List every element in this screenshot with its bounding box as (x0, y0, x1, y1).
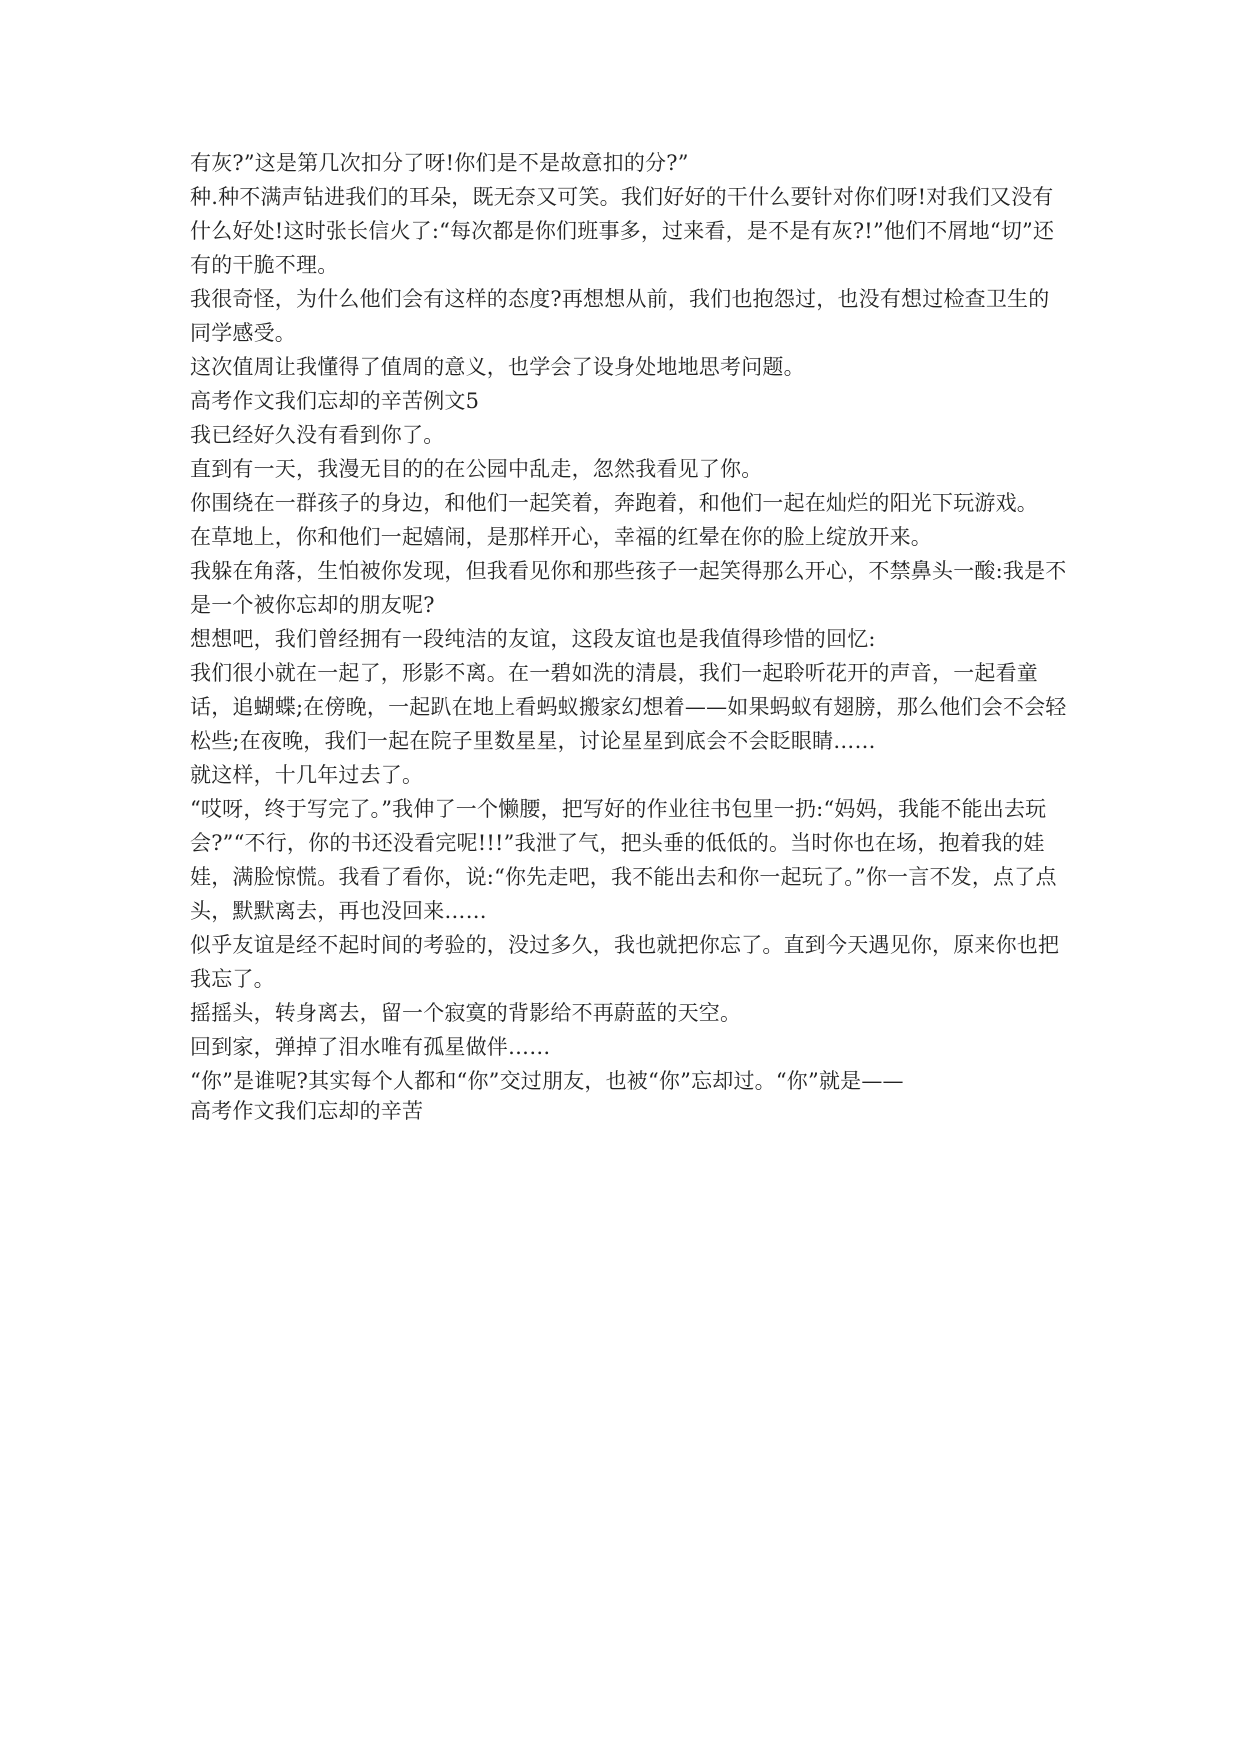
paragraph: 直到有一天，我漫无目的的在公园中乱走，忽然我看见了你。 (190, 457, 763, 481)
paragraph: 似乎友谊是经不起时间的考验的，没过多久，我也就把你忘了。直到今天遇见你，原来你也把我忘了。 (190, 933, 1060, 991)
document-body (190, 146, 1070, 1098)
paragraph: 我很奇怪，为什么他们会有这样的态度?再想想从前，我们也抱怨过，也没有想过检查卫生的同学感受。 (190, 287, 1050, 345)
paragraph: 就这样，十几年过去了。 (190, 763, 424, 787)
paragraph: 我已经好久没有看到你了。 (190, 423, 445, 447)
paragraph: 种.种不满声钻进我们的耳朵，既无奈又可笑。我们好好的干什么要针对你们呀!对我们又没有什么好处!这时张长信火了:“每次都是你们班事多，过来看，是不是有灰?!”他们不屑地“切”还有的干脆不理。 (190, 185, 1055, 277)
paragraph: 你围绕在一群孩子的身边，和他们一起笑着，奔跑着，和他们一起在灿烂的阳光下玩游戏。 (190, 491, 1038, 515)
paragraph: 这次值周让我懂得了值周的意义，也学会了设身处地地思考问题。 (190, 355, 805, 379)
paragraph: “你”是谁呢?其实每个人都和“你”交过朋友，也被“你”忘却过。“你”就是—— (190, 1069, 904, 1093)
paragraph: “哎呀，终于写完了。”我伸了一个懒腰，把写好的作业往书包里一扔:“妈妈，我能不能出去玩会?”“不行，你的书还没看完呢!!!”我泄了气，把头垂的低低的。当时你也在场，抱着我的娃娃，满脸惊慌。我看了看你，说:“你先走吧，我不能出去和你一起玩了。”你一言不发，点了点头，默默离去，再也没回来…… (190, 797, 1057, 923)
paragraph: 想想吧，我们曾经拥有一段纯洁的友谊，这段友谊也是我值得珍惜的回忆: (190, 627, 876, 651)
document-footer-title: 高考作文我们忘却的辛苦 (190, 1099, 424, 1123)
paragraph: 我们很小就在一起了，形影不离。在一碧如洗的清晨，我们一起聆听花开的声音，一起看童话，追蝴蝶;在傍晚，一起趴在地上看蚂蚁搬家幻想着——如果蚂蚁有翅膀，那么他们会不会轻松些;在夜晚，我们一起在院子里数星星，讨论星星到底会不会眨眼睛…… (190, 661, 1067, 753)
section-heading: 高考作文我们忘却的辛苦例文5 (190, 389, 480, 413)
paragraph: 摇摇头，转身离去，留一个寂寞的背影给不再蔚蓝的天空。 (190, 1001, 742, 1025)
paragraph: 我躲在角落，生怕被你发现，但我看见你和那些孩子一起笑得那么开心，不禁鼻头一酸:我是不是一个被你忘却的朋友呢? (190, 559, 1067, 617)
paragraph: 在草地上，你和他们一起嬉闹，是那样开心，幸福的红晕在你的脸上绽放开来。 (190, 525, 932, 549)
paragraph: 有灰?”这是第几次扣分了呀!你们是不是故意扣的分?” (190, 151, 689, 175)
paragraph: 回到家，弹掉了泪水唯有孤星做伴…… (190, 1035, 551, 1059)
